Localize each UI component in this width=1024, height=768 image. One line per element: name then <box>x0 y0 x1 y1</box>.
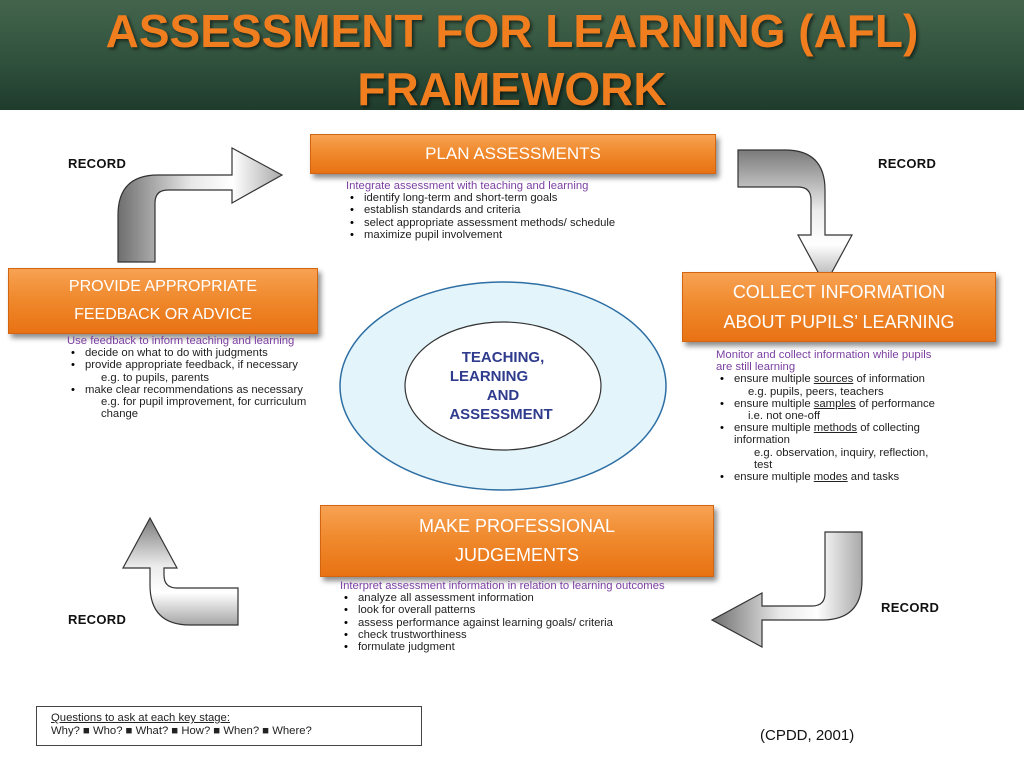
record-label-top-right: RECORD <box>878 156 937 171</box>
judge-description-head: Interpret assessment information in relation to learning outcomes <box>340 580 665 592</box>
record-label-bottom-left: RECORD <box>68 612 127 627</box>
center-text-2: LEARNING <box>449 368 529 385</box>
feedback-item: • provide appropriate feedback, if necessary e.g. to pupils, parents <box>67 359 307 383</box>
judge-item: • look for overall patterns <box>340 604 670 616</box>
judge-item: • check trustworthiness <box>340 629 670 641</box>
arrow-top-right <box>738 150 852 285</box>
feedback-item: • decide on what to do with judgments <box>67 347 307 359</box>
title-line-1: ASSESSMENT FOR LEARNING (AFL) <box>105 5 919 57</box>
record-label-top-left: RECORD <box>68 156 127 171</box>
stage-plan-title: PLAN ASSESSMENTS <box>425 144 601 163</box>
stage-judge-line-2: JUDGEMENTS <box>454 545 579 565</box>
questions-head: Questions to ask at each key stage: <box>51 712 230 724</box>
judge-item: • formulate judgment <box>340 641 670 653</box>
stage-feedback-line-2: FEEDBACK OR ADVICE <box>74 306 252 323</box>
arrow-bottom-right <box>712 532 862 647</box>
arrow-bottom-left <box>123 518 238 625</box>
questions-box <box>36 706 422 746</box>
stage-provide-feedback <box>8 268 318 334</box>
center-text-1: TEACHING, <box>461 349 545 366</box>
stage-collect-line-2: ABOUT PUPILS’ LEARNING <box>723 312 955 332</box>
center-text-4: ASSESSMENT <box>449 406 553 423</box>
record-label-bottom-right: RECORD <box>881 600 940 615</box>
stage-collect-information <box>682 272 996 342</box>
collect-item: • ensure multiple modes and tasks <box>716 471 938 483</box>
stage-feedback-line-1: PROVIDE APPROPRIATE <box>68 278 258 295</box>
feedback-item: • make clear recommendations as necessary e.g. for pupil improvement, for curriculum change <box>67 384 307 421</box>
stage-collect-line-1: COLLECT INFORMATION <box>732 282 946 302</box>
inner-ring <box>405 322 601 450</box>
collect-description-head: Monitor and collect information while pupils are still learning <box>716 349 932 374</box>
title-line-2: FRAMEWORK <box>357 63 667 115</box>
judge-item: • assess performance against learning goals/ criteria <box>340 617 670 629</box>
citation: (CPDD, 2001) <box>760 727 855 744</box>
stage-plan-assessments <box>310 134 716 174</box>
plan-item: • select appropriate assessment methods/ schedule <box>346 217 634 229</box>
stage-judge-line-1: MAKE PROFESSIONAL <box>418 516 616 536</box>
arrow-top-left <box>118 148 282 262</box>
collect-item: • ensure multiple methods of collecting information e.g. observation, inquiry, reflection, test <box>716 422 938 471</box>
stage-make-judgements <box>320 505 714 577</box>
collect-item: • ensure multiple samples of performance i.e. not one-off <box>716 398 938 422</box>
judge-item: • analyze all assessment information <box>340 592 670 604</box>
plan-description <box>346 180 696 241</box>
plan-item: • maximize pupil involvement <box>346 229 696 241</box>
questions-line: Why? ■ Who? ■ What? ■ How? ■ When? ■ Where? <box>51 725 312 737</box>
plan-description-head: Integrate assessment with teaching and learning <box>346 180 589 192</box>
judge-description <box>340 580 670 653</box>
plan-item: • establish standards and criteria <box>346 204 696 216</box>
collect-item: • ensure multiple sources of information e.g. pupils, peers, teachers <box>716 373 938 397</box>
feedback-description <box>67 335 307 420</box>
center-text-3: AND <box>486 387 520 404</box>
collect-description <box>716 349 938 483</box>
feedback-description-head: Use feedback to inform teaching and learning <box>67 335 295 347</box>
plan-item: • identify long-term and short-term goals <box>346 192 696 204</box>
